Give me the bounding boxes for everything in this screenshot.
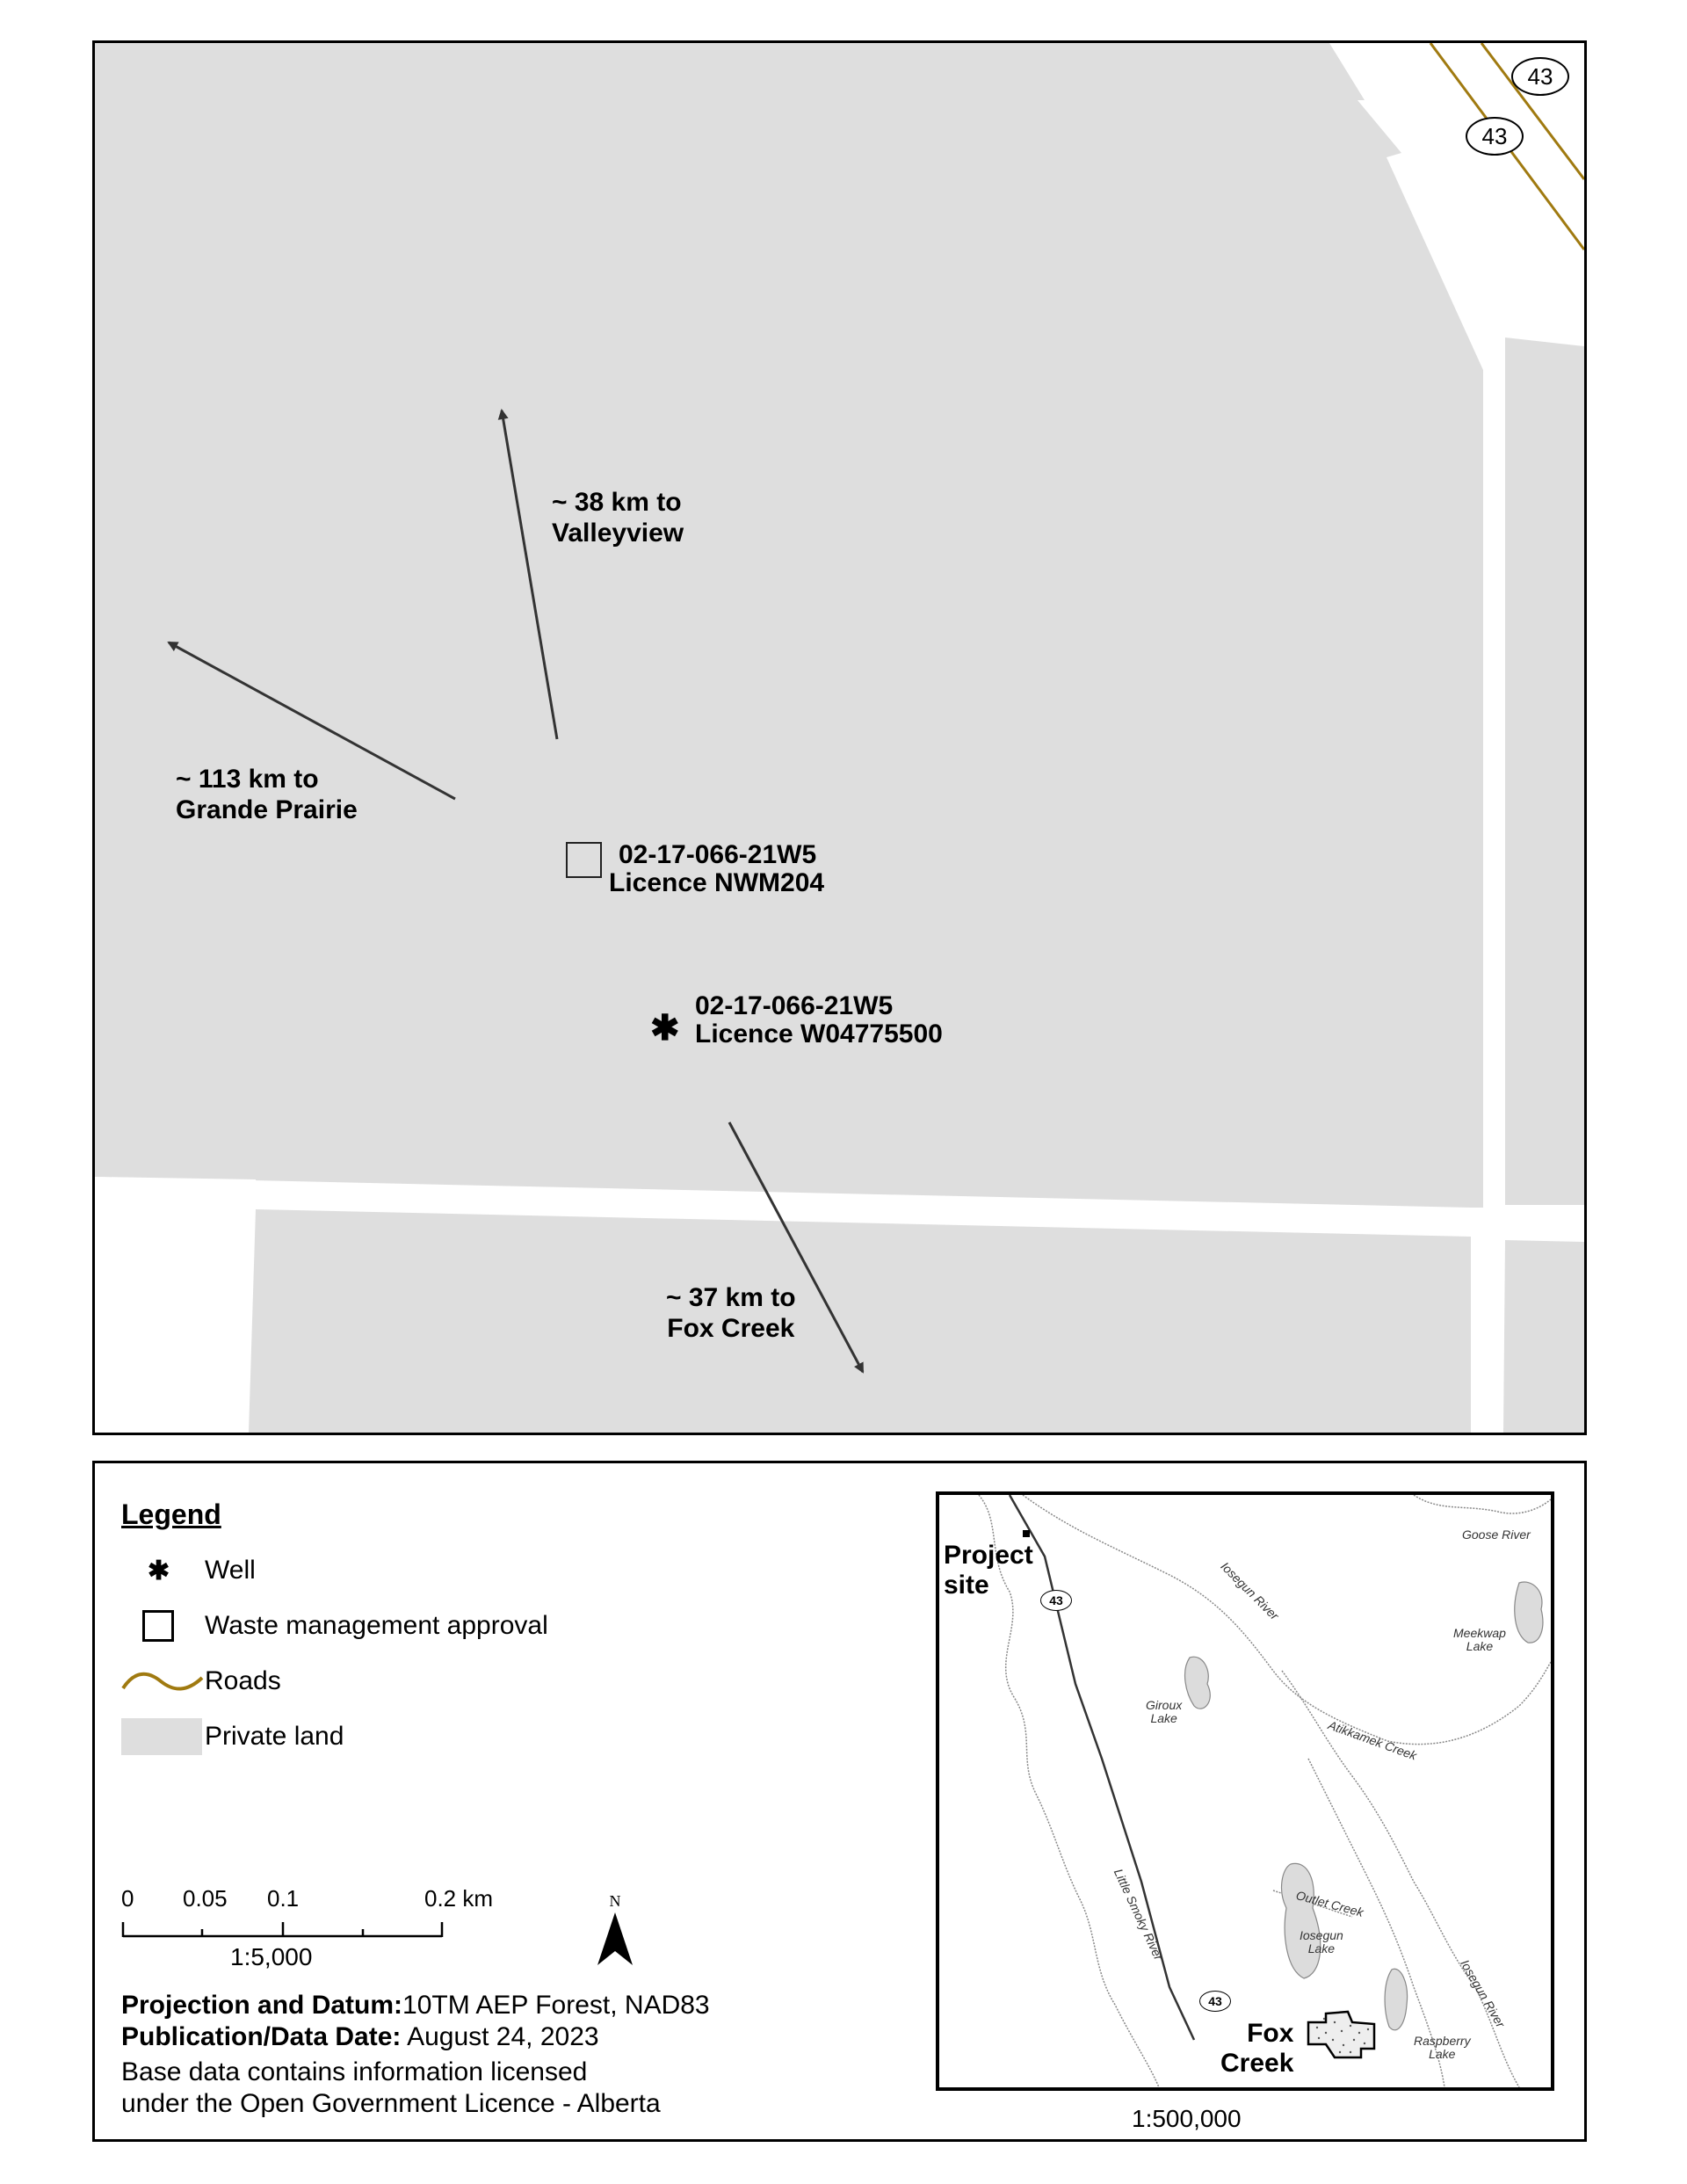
inset-scale: 1:500,000	[1132, 2105, 1242, 2132]
private-land-parcel-east	[1505, 337, 1584, 1205]
scale-bar-graphic	[121, 1919, 446, 1940]
waste-approval-icon	[121, 1607, 205, 1645]
well-site-label-line2: Licence W04775500	[695, 1019, 943, 1048]
north-label: N	[609, 1892, 621, 1910]
inset-label-meekwap-lake: Meekwap Lake	[1453, 1626, 1506, 1653]
main-map-canvas	[95, 43, 1584, 1433]
highway-shield-label: 43	[1481, 122, 1508, 149]
highway-shield-43-lower	[1466, 117, 1524, 156]
private-land-parcel-southeast	[1503, 1240, 1584, 1433]
base-data-line2: under the Open Government Licence - Alberta	[121, 2089, 661, 2118]
private-land-icon	[121, 1717, 205, 1756]
legend-item-label: Roads	[205, 1666, 281, 1695]
inset-rivers	[979, 1495, 1551, 2087]
inset-fox-creek-label: Fox Creek	[1220, 2019, 1294, 2078]
scale-tick-label: 0	[121, 1885, 134, 1912]
road-allowance-west	[95, 1177, 256, 1209]
waste-site-label-line1: 02-17-066-21W5	[619, 840, 817, 869]
north-arrow	[596, 1892, 634, 1971]
inset-label-goose-river: Goose River	[1462, 1527, 1531, 1542]
inset-label-raspberry-lake: Raspberry Lake	[1414, 2034, 1471, 2061]
label-fox-creek: ~ 37 km to Fox Creek	[666, 1283, 796, 1343]
projection-line	[121, 1991, 710, 2021]
inset-label-iosegun-river-top: Iosegun River	[1218, 1558, 1282, 1623]
highway-shield-label: 43	[1527, 62, 1553, 90]
scale-ratio: 1:5,000	[230, 1943, 313, 1970]
legend-item-label: Well	[205, 1556, 256, 1585]
inset-project-site-label: Project site	[944, 1541, 1033, 1600]
date-line	[121, 2022, 599, 2052]
road-icon	[121, 1662, 205, 1701]
well-site-label-line1: 02-17-066-21W5	[695, 991, 894, 1020]
inset-label-outlet-creek: Outlet Creek	[1294, 1888, 1365, 1919]
highway-shield-43-upper	[1511, 57, 1569, 96]
date-label: Publication/Data Date:	[121, 2022, 402, 2051]
label-valleyview: ~ 38 km to Valleyview	[552, 488, 684, 548]
legend-item-well	[121, 1551, 256, 1590]
meekwap-lake-shape	[1515, 1582, 1543, 1643]
inset-highway-label: 43	[1049, 1593, 1063, 1607]
label-grande-prairie: ~ 113 km to Grande Prairie	[176, 765, 358, 824]
projection-value: 10TM AEP Forest, NAD83	[402, 1991, 710, 2020]
legend-item-label: Private land	[205, 1722, 344, 1751]
private-land-parcel-south	[249, 1209, 1471, 1433]
inset-label-iosegun-river-right: Iosegun River	[1458, 1956, 1509, 2030]
legend-item-private-land	[121, 1717, 344, 1756]
main-map[interactable]	[92, 40, 1587, 1435]
iosegun-lake-shape	[1282, 1863, 1321, 1978]
well-marker[interactable]: ✱	[650, 1009, 680, 1048]
inset-highway-label: 43	[1208, 1994, 1222, 2008]
legend-item-roads	[121, 1662, 281, 1701]
projection-label: Projection and Datum:	[121, 1991, 403, 2020]
legend-item-label: Waste management approval	[205, 1611, 548, 1640]
date-value: August 24, 2023	[401, 2022, 599, 2051]
inset-map[interactable]	[936, 1491, 1554, 2091]
inset-label-giroux-lake: Giroux Lake	[1146, 1698, 1183, 1725]
giroux-lake-shape	[1185, 1657, 1211, 1709]
inset-label-atikkamek-creek: Atikkamek Creek	[1326, 1717, 1419, 1763]
legend-panel	[92, 1461, 1587, 2142]
well-icon: ✱	[148, 1556, 170, 1585]
goose-river	[1414, 1495, 1551, 1513]
raspberry-lake-shape	[1385, 1969, 1407, 2030]
inset-highway-43	[1010, 1495, 1194, 2040]
fox-creek-townsite	[1308, 2012, 1374, 2057]
scale-tick-label: 0.05	[183, 1885, 228, 1912]
inset-label-iosegun-lake: Iosegun Lake	[1300, 1928, 1343, 1955]
waste-site-label-line2: Licence NWM204	[609, 868, 825, 897]
inset-highway-shield-lower	[1199, 1991, 1231, 2012]
inset-highway-shield-upper	[1040, 1590, 1072, 1611]
project-site-marker	[1023, 1530, 1030, 1537]
base-data-line1: Base data contains information licensed	[121, 2057, 588, 2086]
inset-label-little-smoky-river: Little Smoky River	[1111, 1866, 1166, 1963]
north-arrow-icon	[596, 1911, 634, 1967]
private-land-parcels	[95, 43, 1584, 1433]
legend-item-waste	[121, 1607, 548, 1645]
scale-tick-label: 0.2 km	[424, 1885, 494, 1912]
scale-tick-label: 0.1	[267, 1885, 300, 1912]
legend-title: Legend	[121, 1498, 221, 1530]
